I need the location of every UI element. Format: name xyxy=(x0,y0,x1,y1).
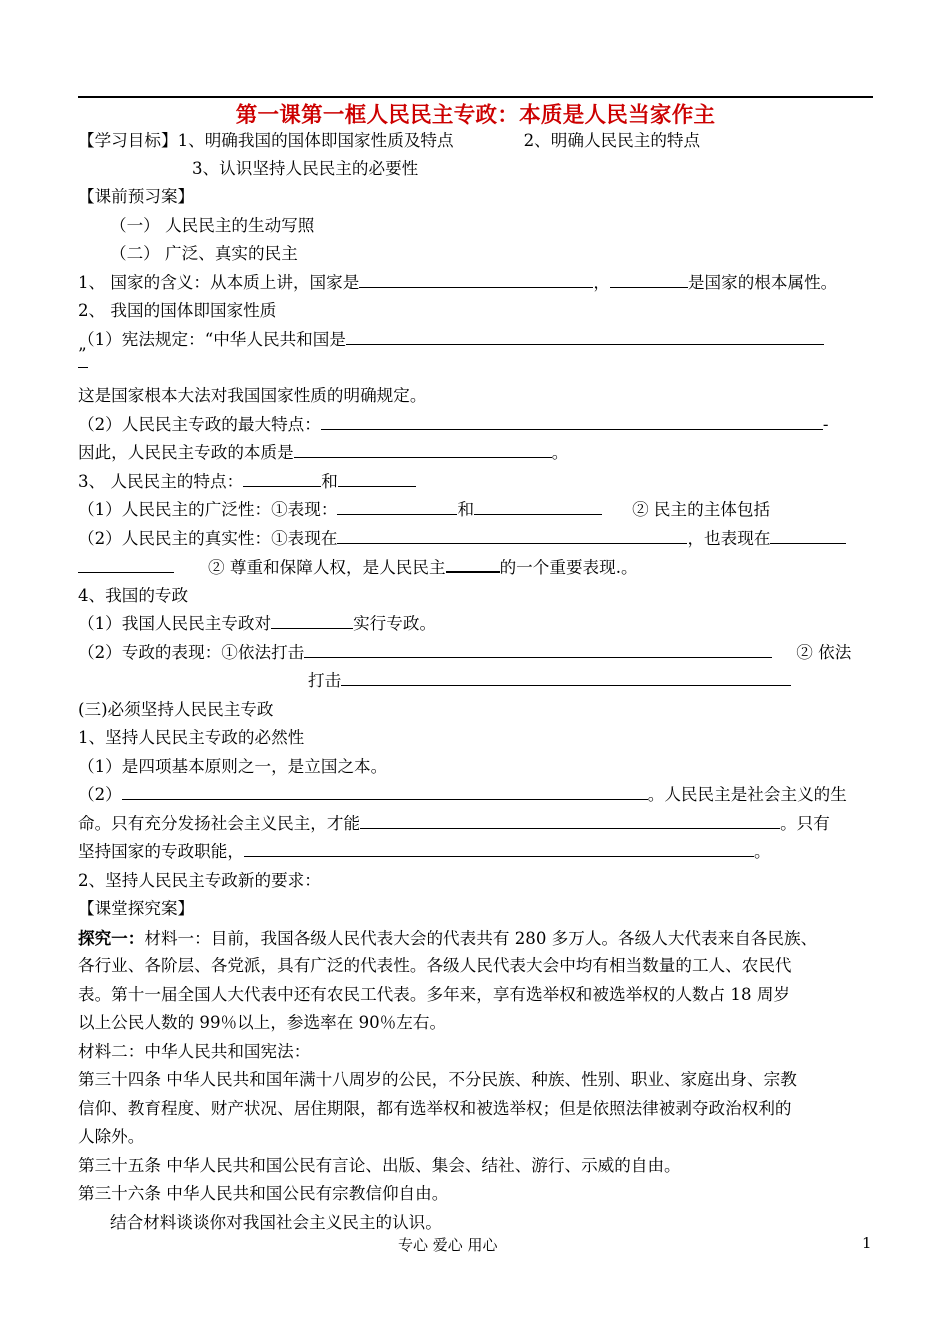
section-3: (三)必须坚持人民民主专政 xyxy=(78,700,274,719)
footer-motto: 专心 爱心 用心 xyxy=(398,1236,498,1254)
q3-blank-2[interactable] xyxy=(338,471,416,487)
q2-1-text: （1）宪法规定：“中华人民共和国是 xyxy=(78,330,346,349)
q3-2-also: ，也表现在 xyxy=(687,529,771,548)
q1-text-end: 是国家的根本属性。 xyxy=(687,273,838,292)
q3-and: 和 xyxy=(321,472,338,491)
question-5-2c xyxy=(78,841,771,863)
q2-1-close: ” xyxy=(78,345,87,364)
page-number: 1 xyxy=(862,1234,872,1252)
q3-2-text: （2）人民民主的真实性：①表现在 xyxy=(78,529,338,548)
q1-blank-1[interactable] xyxy=(359,272,593,288)
question-3-2b xyxy=(78,556,638,579)
material-1-text-1: 材料一：目前，我国各级人民代表大会的代表共有 280 多万人。各级人大代表来自各民族、 xyxy=(144,929,818,948)
q3-1-and: 和 xyxy=(457,500,475,519)
q3-2-blank-3[interactable] xyxy=(78,557,174,573)
q4-2c-text: 打击 xyxy=(308,671,342,690)
explore-heading: 【课堂探究案】 xyxy=(78,899,195,918)
goal-1: 1、明确我国的国体即国家性质及特点 xyxy=(177,131,454,150)
article-34-line-1: 第三十四条 中华人民共和国年满十八周岁的公民，不分民族、种族、性别、职业、家庭出身、宗教 xyxy=(78,1070,797,1089)
q3-1-blank-2[interactable] xyxy=(474,499,602,515)
question-3-2 xyxy=(78,528,846,550)
q2-2-blank[interactable] xyxy=(321,414,823,430)
q2-2b-text: 因此，人民民主专政的本质是 xyxy=(78,443,294,462)
question-6: 2、坚持人民民主专政新的要求： xyxy=(78,871,321,890)
material-2-heading: 材料二：中华人民共和国宪法： xyxy=(78,1042,311,1061)
goal-3: 3、认识坚持人民民主的必要性 xyxy=(192,159,419,178)
question-4-2 xyxy=(78,642,851,664)
q3-2d-text: 的一个重要表现.。 xyxy=(499,558,638,577)
preview-heading: 【课前预习案】 xyxy=(78,187,195,206)
q5-2c-text: 命。只有充分发扬社会主义民主，才能 xyxy=(78,814,361,833)
q3-2-blank-4[interactable] xyxy=(446,556,500,573)
question-2-2b xyxy=(78,442,568,464)
material-1-line-2: 各行业、各阶层、各党派，具有广泛的代表性。各级人民代表大会中均有相当数量的工人、农民代 xyxy=(78,956,792,975)
goals-label: 【学习目标】 xyxy=(78,131,178,150)
q5-2-blank-3[interactable] xyxy=(244,841,754,857)
q2-2b-blank[interactable] xyxy=(294,442,552,458)
section-2: （二） 广泛、真实的民主 xyxy=(110,244,298,263)
question-1 xyxy=(78,272,837,294)
q2-1-blank[interactable] xyxy=(346,329,824,345)
q1-text: 1、 国家的含义：从本质上讲，国家是 xyxy=(78,273,360,292)
q5-2-life: 。人民民主是社会主义的生 xyxy=(647,785,847,804)
q3-2c-text: ② 尊重和保障人权，是人民民主 xyxy=(208,558,446,577)
q4-1-end: 实行专政。 xyxy=(353,614,437,633)
question-3 xyxy=(78,471,416,493)
question-5-1: （1）是四项基本原则之一，是立国之本。 xyxy=(78,757,388,776)
question-5-2b xyxy=(78,813,830,835)
q4-2-blank-1[interactable] xyxy=(304,642,772,658)
q5-2f-text: 。 xyxy=(753,842,771,861)
q4-2-text: （2）专政的表现：①依法打击 xyxy=(78,643,305,662)
q3-2-blank-1[interactable] xyxy=(337,528,687,544)
question-2-1 xyxy=(78,329,824,351)
q5-2-text: （2） xyxy=(78,785,122,804)
material-1-line-4: 以上公民人数的 99％以上，参选率在 90％左右。 xyxy=(78,1013,447,1032)
q5-2-blank-2[interactable] xyxy=(360,813,780,829)
material-1-line-1 xyxy=(78,927,817,950)
q3-1-text: （1）人民民主的广泛性：①表现： xyxy=(78,500,338,519)
explore-label: 探究一： xyxy=(78,928,145,948)
question-4-1 xyxy=(78,613,436,635)
question-2-2: （2）人民民主专政的最大特点： - xyxy=(78,415,829,434)
q4-2-blank-2[interactable] xyxy=(341,670,791,686)
page-title: 第一课第一框人民民主专政：本质是人民当家作主 xyxy=(235,103,716,128)
q3-blank-1[interactable] xyxy=(243,471,321,487)
goal-2: 2、明确人民民主的特点 xyxy=(523,131,701,150)
question-5: 1、坚持人民民主专政的必然性 xyxy=(78,728,305,747)
article-35: 第三十五条 中华人民共和国公民有言论、出版、集会、结社、游行、示威的自由。 xyxy=(78,1156,681,1175)
q4-2-law: ② 依法 xyxy=(796,643,852,662)
q3-text: 3、 人民民主的特点： xyxy=(78,472,244,491)
goals-line-1 xyxy=(78,130,700,152)
q2-2-text: （2）人民民主专政的最大特点： xyxy=(78,415,321,434)
q3-2-blank-2[interactable] xyxy=(770,528,846,544)
q2-2b-end: 。 xyxy=(551,443,569,462)
section-1: （一） 人民民主的生动写照 xyxy=(110,216,315,235)
q5-2e-text: 坚持国家的专政职能， xyxy=(78,842,244,861)
material-1-line-3: 表。第十一届全国人大代表中还有农民工代表。多年来，享有选举权和被选举权的人数占 18 周岁 xyxy=(78,985,791,1004)
question-4: 4、我国的专政 xyxy=(78,586,189,605)
q1-blank-2[interactable] xyxy=(610,272,688,288)
question-2: 2、 我国的国体即国家性质 xyxy=(78,301,277,320)
q5-2d-text: 。只有 xyxy=(780,814,830,833)
q5-2-blank-1[interactable] xyxy=(122,784,648,800)
q1-comma: ， xyxy=(593,273,610,292)
article-36: 第三十六条 中华人民共和国公民有宗教信仰自由。 xyxy=(78,1184,449,1203)
q2-1-quote-close xyxy=(78,345,96,374)
article-34-line-2: 信仰、教育程度、财产状况、居住期限，都有选举权和被选举权；但是依照法律被剥夺政治权利的 xyxy=(78,1099,792,1118)
q2-1-explain: 这是国家根本大法对我国国家性质的明确规定。 xyxy=(78,386,427,405)
q4-1-text: （1）我国人民民主专政对 xyxy=(78,614,272,633)
q4-1-blank[interactable] xyxy=(271,613,353,629)
question-5-2 xyxy=(78,784,847,806)
question-4-2b xyxy=(308,670,791,692)
q3-1-subject: ② 民主的主体包括 xyxy=(632,500,771,519)
q3-1-blank-1[interactable] xyxy=(337,499,457,515)
question-3-1 xyxy=(78,499,770,521)
article-34-line-3: 人除外。 xyxy=(78,1127,145,1146)
explore-question: 结合材料谈谈你对我国社会主义民主的认识。 xyxy=(110,1213,442,1232)
